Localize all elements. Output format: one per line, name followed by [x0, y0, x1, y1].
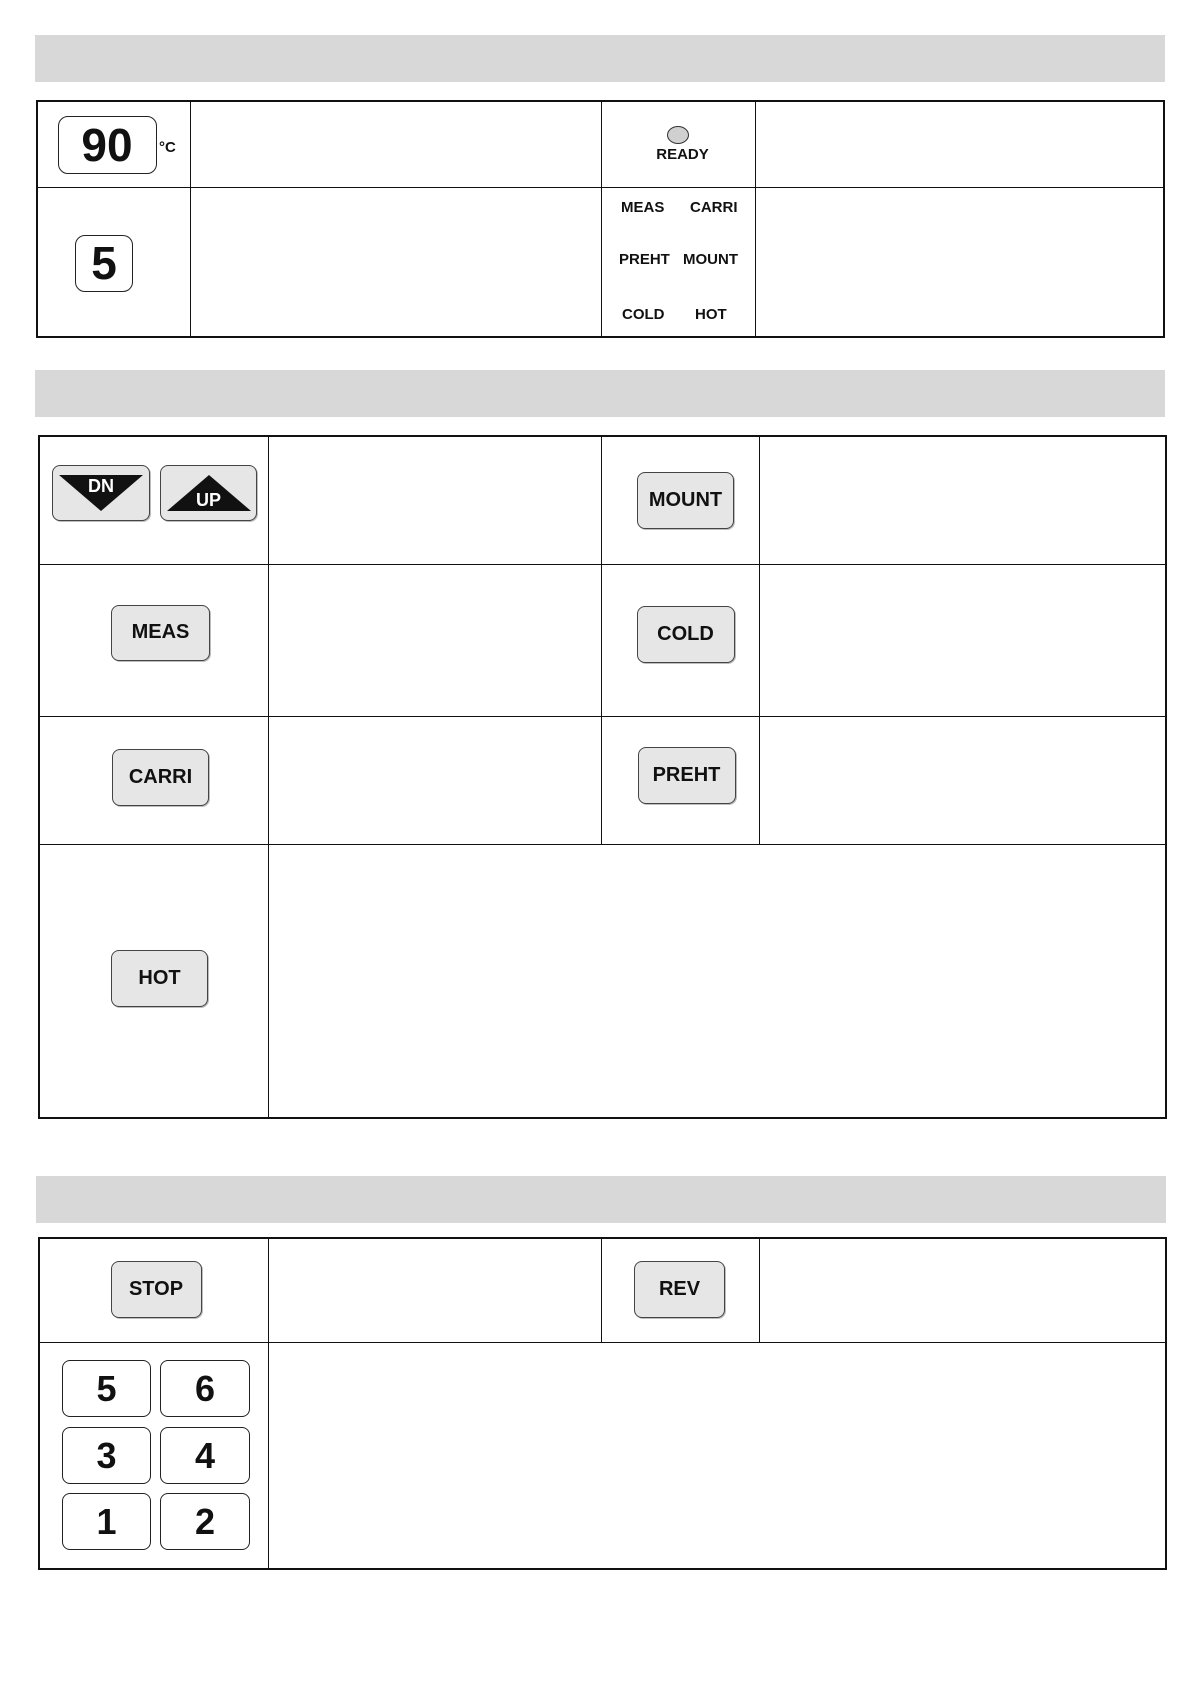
preht-description-cell — [760, 717, 1165, 845]
mount-button[interactable] — [637, 472, 734, 529]
section2-header-band — [35, 370, 1165, 417]
number-description-cell — [191, 188, 602, 336]
stop-button[interactable] — [111, 1261, 202, 1318]
dn-button[interactable] — [52, 465, 150, 521]
carri-button[interactable] — [112, 749, 209, 806]
number-key-1[interactable] — [62, 1493, 151, 1550]
rev-key-cell — [602, 1239, 760, 1343]
number-display — [75, 235, 133, 292]
dn-up-keys-cell — [40, 437, 269, 565]
number-key-5-label: 5 — [96, 1367, 117, 1409]
section3-header-band — [36, 1176, 1166, 1223]
meas-key-cell — [40, 565, 269, 717]
meas-description-cell — [269, 565, 602, 717]
temperature-display-cell — [38, 102, 191, 188]
indicator-mount: MOUNT — [683, 251, 738, 268]
control-keys-table — [38, 1237, 1167, 1570]
hot-label: HOT — [138, 966, 181, 989]
cold-label: COLD — [657, 623, 714, 645]
ready-label: READY — [656, 146, 709, 163]
function-keys-table — [38, 435, 1167, 1119]
number-key-5[interactable] — [62, 1360, 151, 1417]
hot-description-cell — [269, 845, 1165, 1117]
hot-key-cell — [40, 845, 269, 1117]
dn-label: DN — [88, 475, 114, 496]
indicator-meas: MEAS — [621, 199, 665, 216]
up-label: UP — [195, 489, 221, 510]
ready-led-icon — [667, 126, 689, 144]
number-key-2-label: 2 — [194, 1500, 216, 1542]
cold-description-cell — [760, 565, 1165, 717]
temperature-unit: °C — [159, 139, 176, 156]
number-display-cell — [38, 188, 191, 336]
mode-indicators-description-cell — [756, 188, 1163, 336]
stop-label: STOP — [128, 1278, 184, 1300]
indicator-carri: CARRI — [690, 199, 738, 216]
ready-indicator-cell — [602, 102, 756, 188]
temperature-value: 90 — [81, 118, 133, 171]
carri-description-cell — [269, 717, 602, 845]
number-key-4[interactable] — [160, 1427, 250, 1484]
number-display-value: 5 — [91, 237, 117, 289]
number-key-3[interactable] — [62, 1427, 151, 1484]
number-key-4-label: 4 — [194, 1434, 216, 1476]
ready-description-cell — [756, 102, 1163, 188]
mount-label: MOUNT — [648, 489, 723, 511]
cold-button[interactable] — [637, 606, 735, 663]
display-panel-table — [36, 100, 1165, 338]
indicator-preht: PREHT — [619, 251, 670, 268]
preht-key-cell — [602, 717, 760, 845]
dn-up-description-cell — [269, 437, 602, 565]
rev-label: REV — [658, 1278, 701, 1300]
mount-description-cell — [760, 437, 1165, 565]
cold-key-cell — [602, 565, 760, 717]
indicator-cold: COLD — [622, 306, 665, 323]
preht-label: PREHT — [652, 764, 721, 786]
rev-button[interactable] — [634, 1261, 725, 1318]
mount-key-cell — [602, 437, 760, 565]
mode-indicators-cell — [602, 188, 756, 336]
meas-button[interactable] — [111, 605, 210, 661]
temperature-description-cell — [191, 102, 602, 188]
number-keys-cell — [40, 1343, 269, 1568]
number-keys-description-cell — [269, 1343, 1165, 1568]
number-key-6-label: 6 — [194, 1367, 216, 1409]
carri-key-cell — [40, 717, 269, 845]
stop-key-cell — [40, 1239, 269, 1343]
number-key-6[interactable] — [160, 1360, 250, 1417]
number-key-1-label: 1 — [96, 1500, 117, 1542]
number-key-2[interactable] — [160, 1493, 250, 1550]
indicator-hot: HOT — [695, 306, 727, 323]
number-key-3-label: 3 — [96, 1434, 117, 1476]
up-button[interactable] — [160, 465, 257, 521]
carri-label: CARRI — [128, 766, 193, 788]
rev-description-cell — [760, 1239, 1165, 1343]
section1-header-band — [35, 35, 1165, 82]
hot-button[interactable] — [111, 950, 208, 1007]
meas-label: MEAS — [131, 621, 190, 643]
preht-button[interactable] — [638, 747, 736, 804]
temperature-display — [58, 116, 157, 174]
stop-description-cell — [269, 1239, 602, 1343]
